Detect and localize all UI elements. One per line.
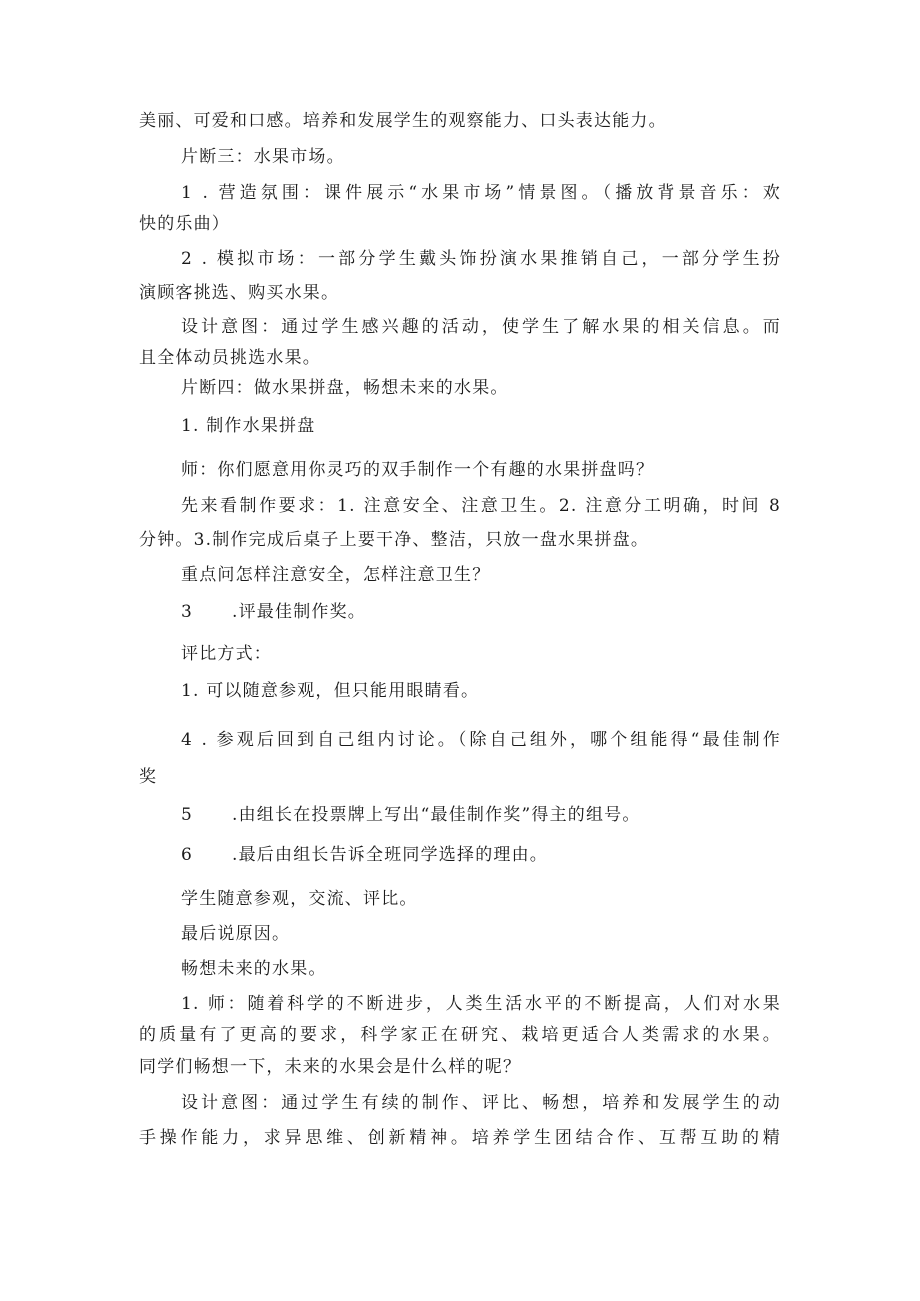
- paragraph-line: 且全体动员挑选水果。: [139, 348, 321, 368]
- paragraph-line: 师：你们愿意用你灵巧的双手制作一个有趣的水果拼盘吗？: [181, 460, 655, 480]
- section-heading-fragment-three: 片断三：水果市场。: [181, 147, 345, 167]
- paragraph-line: 1. 师：随着科学的不断进步，人类生活水平的不断提高，人们对水果: [181, 994, 781, 1014]
- paragraph-line: 1. 可以随意参观，但只能用眼睛看。: [181, 681, 480, 701]
- paragraph-line: 手操作能力，求异思维、创新精神。培养学生团结合作、互帮互助的精: [139, 1128, 781, 1148]
- list-item-2-line: 2 . 模拟市场：一部分学生戴头饰扮演水果推销自己，一部分学生扮: [181, 249, 781, 269]
- paragraph-line: 畅想未来的水果。: [181, 959, 327, 979]
- design-intent-line: 设计意图：通过学生感兴趣的活动，使学生了解水果的相关信息。而: [181, 317, 781, 337]
- section-heading-fragment-four: 片断四：做水果拼盘，畅想未来的水果。: [181, 378, 509, 398]
- paragraph-line: 演顾客挑选、购买水果。: [139, 283, 340, 303]
- paragraph-line: 奖: [139, 767, 158, 787]
- paragraph-line: 分钟。3.制作完成后桌子上要干净、整洁，只放一盘水果拼盘。: [139, 530, 650, 550]
- paragraph-line: 的质量有了更高的要求，科学家正在研究、栽培更适合人类需求的水果。: [139, 1025, 781, 1045]
- paragraph-line: 学生随意参观，交流、评比。: [181, 889, 418, 909]
- paragraph-line: 最后说原因。: [181, 924, 291, 944]
- paragraph-line: 重点问怎样注意安全，怎样注意卫生？: [181, 565, 491, 585]
- paragraph-line: 评比方式：: [181, 644, 272, 664]
- list-item-1-line: 1 . 营造氛围：课件展示“水果市场”情景图。（播放背景音乐：欢: [181, 183, 781, 203]
- list-item-5-number: 5: [181, 805, 194, 825]
- list-item-3-number: 3: [181, 602, 194, 622]
- list-item-6-number: 6: [181, 845, 194, 865]
- subsection-heading: 1. 制作水果拼盘: [181, 416, 316, 436]
- paragraph-line: 美丽、可爱和口感。培养和发展学生的观察能力、口头表达能力。: [139, 111, 667, 131]
- list-item-6-text: .最后由组长告诉全班同学选择的理由。: [232, 845, 549, 865]
- list-item-4-line: 4 . 参观后回到自己组内讨论。（除自己组外，哪个组能得“最佳制作: [181, 730, 781, 750]
- requirements-line: 先来看制作要求：1. 注意安全、注意卫生。2. 注意分工明确，时间 8: [181, 496, 781, 516]
- paragraph-line: 同学们畅想一下，未来的水果会是什么样的呢？: [139, 1057, 522, 1077]
- paragraph-line: 快的乐曲）: [139, 214, 230, 234]
- design-intent-line: 设计意图：通过学生有续的制作、评比、畅想，培养和发展学生的动: [181, 1093, 781, 1113]
- list-item-5-text: .由组长在投票牌上写出“最佳制作奖”得主的组号。: [232, 805, 641, 825]
- list-item-3-text: .评最佳制作奖。: [232, 602, 367, 622]
